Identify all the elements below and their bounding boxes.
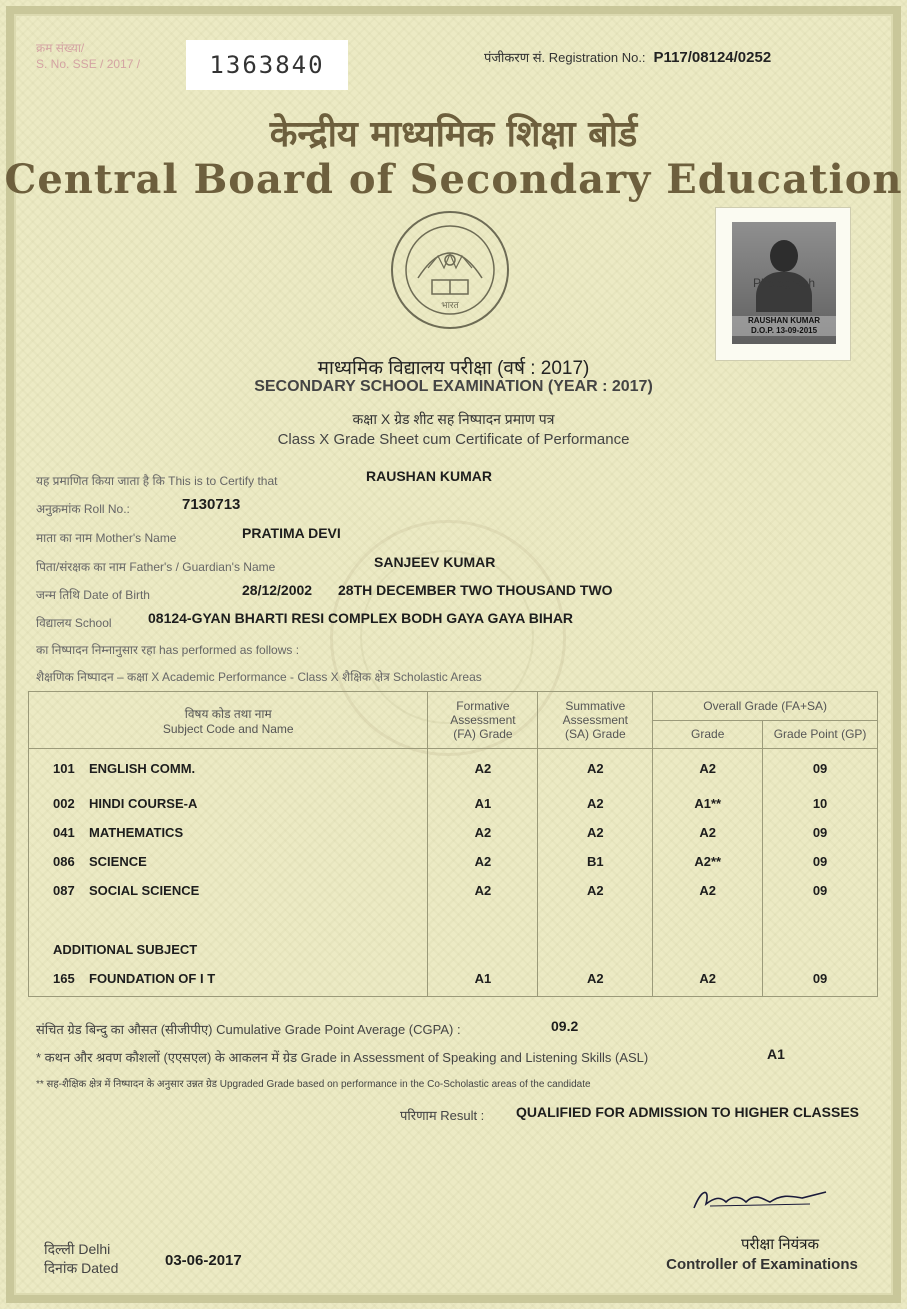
gp-cell: 09 bbox=[763, 876, 878, 905]
subject-cell bbox=[29, 789, 428, 818]
registration-label: पंजीकरण सं. Registration No.: bbox=[484, 50, 646, 65]
grade-cell: A2 bbox=[653, 876, 763, 905]
subject-name: ENGLISH COMM. bbox=[89, 761, 196, 777]
grade-cell: A2 bbox=[653, 749, 763, 789]
serial-label-english: S. No. SSE / 2017 / bbox=[36, 57, 141, 71]
academic-label: शैक्षणिक निष्पादन – कक्षा X Academic Performance - Class X bbox=[36, 670, 339, 684]
photo-caption bbox=[732, 316, 836, 336]
sa-cell: A2 bbox=[538, 749, 653, 789]
gp-cell: 09 bbox=[763, 818, 878, 847]
cgpa-value: 09.2 bbox=[551, 1018, 579, 1034]
subject-cell bbox=[29, 818, 428, 847]
subject-cell bbox=[29, 961, 428, 997]
serial-label-hindi: क्रम संख्या/ bbox=[36, 41, 85, 55]
fa-header-line1: Formative bbox=[456, 699, 510, 713]
roll-number: 7130713 bbox=[182, 496, 241, 513]
spacer-row bbox=[29, 905, 878, 939]
table-header-row bbox=[29, 692, 878, 721]
subject-code: 165 bbox=[53, 970, 75, 986]
subject-header-hindi: विषय कोड तथा नाम bbox=[184, 706, 272, 721]
father-label: पिता/संरक्षक का नाम Father's / Guardian's Name bbox=[36, 560, 276, 574]
gp-cell: 09 bbox=[763, 961, 878, 997]
sa-header-line2: Assessment bbox=[562, 713, 628, 727]
subject-name: SOCIAL SCIENCE bbox=[89, 882, 200, 898]
board-title-english: Central Board of Secondary Education bbox=[4, 156, 903, 203]
serial-number: 1363840 bbox=[186, 40, 348, 90]
cgpa-label: संचित ग्रेड बिन्दु का औसत (सीजीपीए) Cumulative Grade Point Average (CGPA) : bbox=[36, 1022, 461, 1037]
fa-header-line3: (FA) Grade bbox=[453, 727, 513, 741]
subject-cell bbox=[29, 876, 428, 905]
subject-code: 041 bbox=[53, 824, 75, 840]
spacer-cell bbox=[653, 939, 763, 961]
subject-cell bbox=[29, 749, 428, 789]
spacer-cell bbox=[653, 905, 763, 939]
photo-head bbox=[770, 240, 798, 272]
photo-label: Photograph bbox=[752, 276, 816, 290]
sa-cell: A2 bbox=[538, 876, 653, 905]
fa-cell: A2 bbox=[428, 749, 538, 789]
subject-name: MATHEMATICS bbox=[89, 824, 184, 840]
additional-subject-row bbox=[29, 939, 878, 961]
asl-label: * कथन और श्रवण कौशलों (एएसएल) के आकलन में ग्रेड Grade in Assessment of Speaking and Listening Skills (ASL) bbox=[36, 1050, 649, 1065]
spacer-cell bbox=[538, 939, 653, 961]
exam-title-hindi: माध्यमिक विद्यालय परीक्षा (वर्ष : 2017) bbox=[317, 358, 590, 379]
mother-label: माता का नाम Mother's Name bbox=[36, 531, 177, 545]
subject-header-english: Subject Code and Name bbox=[162, 721, 294, 736]
fa-cell: A1 bbox=[428, 961, 538, 997]
performed-label: का निष्पादन निम्नानुसार रहा has performed as follows : bbox=[36, 643, 300, 657]
exam-title-english: SECONDARY SCHOOL EXAMINATION (YEAR : 2017) bbox=[254, 378, 653, 395]
dob-words: 28TH DECEMBER TWO THOUSAND TWO bbox=[338, 582, 613, 598]
subject-name: HINDI COURSE-A bbox=[89, 795, 198, 811]
sa-header bbox=[538, 692, 653, 749]
table-row bbox=[29, 789, 878, 818]
subject-code: 086 bbox=[53, 853, 75, 869]
dob-value: 28/12/2002 bbox=[242, 582, 313, 598]
table-row bbox=[29, 749, 878, 789]
roll-label: अनुक्रमांक Roll No.: bbox=[36, 502, 130, 516]
subject-cell bbox=[29, 847, 428, 876]
spacer-cell bbox=[763, 939, 878, 961]
subject-header bbox=[29, 692, 428, 749]
result-value: QUALIFIED FOR ADMISSION TO HIGHER CLASSES bbox=[516, 1104, 860, 1120]
dob-label: जन्म तिथि Date of Birth bbox=[36, 588, 150, 602]
subject-code: 087 bbox=[53, 882, 75, 898]
photo-name: RAUSHAN KUMAR bbox=[748, 316, 820, 325]
grade-cell: A1** bbox=[653, 789, 763, 818]
mother-name: PRATIMA DEVI bbox=[242, 525, 341, 541]
controller-english: Controller of Examinations bbox=[666, 1256, 858, 1273]
photo-dop: D.O.P. 13-09-2015 bbox=[750, 326, 818, 335]
spacer-cell bbox=[428, 905, 538, 939]
sa-cell: A2 bbox=[538, 818, 653, 847]
fa-cell: A2 bbox=[428, 876, 538, 905]
certify-label: यह प्रमाणित किया जाता है कि This is to Certify that bbox=[36, 474, 278, 488]
serial-label bbox=[36, 40, 140, 72]
controller-hindi: परीक्षा नियंत्रक bbox=[740, 1236, 820, 1253]
additional-subject-label: ADDITIONAL SUBJECT bbox=[29, 939, 428, 961]
table-row bbox=[29, 818, 878, 847]
doc-title-hindi: कक्षा X ग्रेड शीट सह निष्पादन प्रमाण पत्र bbox=[352, 411, 555, 427]
father-name: SANJEEV KUMAR bbox=[374, 554, 496, 570]
issue-date: 03-06-2017 bbox=[165, 1252, 242, 1269]
subject-name: SCIENCE bbox=[89, 853, 147, 869]
spacer-cell bbox=[428, 939, 538, 961]
grades-body bbox=[29, 749, 878, 997]
seal-bottom-text: भारत bbox=[441, 301, 459, 311]
subject-name: FOUNDATION OF I T bbox=[89, 970, 216, 986]
table-row bbox=[29, 961, 878, 997]
grade-cell: A2 bbox=[653, 961, 763, 997]
student-name: RAUSHAN KUMAR bbox=[366, 468, 492, 484]
grades-table bbox=[28, 691, 878, 997]
sa-cell: A2 bbox=[538, 789, 653, 818]
fa-header bbox=[428, 692, 538, 749]
sa-cell: B1 bbox=[538, 847, 653, 876]
dated-label: दिनांक Dated bbox=[44, 1260, 119, 1276]
sa-header-line1: Summative bbox=[565, 699, 626, 713]
school-label: विद्यालय School bbox=[36, 616, 112, 630]
photo-frame bbox=[716, 208, 850, 360]
signature bbox=[690, 1184, 830, 1214]
student-photo bbox=[732, 222, 836, 344]
table-row bbox=[29, 847, 878, 876]
school-name: 08124-GYAN BHARTI RESI COMPLEX BODH GAYA GAYA BIHAR bbox=[148, 610, 574, 626]
fa-cell: A2 bbox=[428, 847, 538, 876]
subject-code: 101 bbox=[53, 761, 75, 777]
spacer-cell bbox=[538, 905, 653, 939]
fa-cell: A1 bbox=[428, 789, 538, 818]
place-label: दिल्ली Delhi bbox=[44, 1241, 111, 1257]
table-row bbox=[29, 876, 878, 905]
gp-cell: 10 bbox=[763, 789, 878, 818]
grade-header: Grade bbox=[653, 720, 763, 749]
spacer-cell bbox=[29, 905, 428, 939]
asl-value: A1 bbox=[767, 1046, 785, 1062]
gp-cell: 09 bbox=[763, 749, 878, 789]
sa-cell: A2 bbox=[538, 961, 653, 997]
board-title-hindi: केन्द्रीय माध्यमिक शिक्षा बोर्ड bbox=[269, 114, 638, 155]
gp-header: Grade Point (GP) bbox=[763, 720, 878, 749]
academic-heading bbox=[36, 668, 482, 685]
spacer-cell bbox=[763, 905, 878, 939]
registration bbox=[484, 48, 771, 66]
grade-cell: A2** bbox=[653, 847, 763, 876]
registration-number: P117/08124/0252 bbox=[653, 49, 772, 66]
fa-cell: A2 bbox=[428, 818, 538, 847]
overall-header: Overall Grade (FA+SA) bbox=[653, 692, 878, 721]
scholastic-label: शैक्षिक क्षेत्र Scholastic Areas bbox=[342, 670, 482, 684]
doc-title-english: Class X Grade Sheet cum Certificate of Performance bbox=[277, 431, 630, 448]
grade-cell: A2 bbox=[653, 818, 763, 847]
upgrade-note: ** सह-शैक्षिक क्षेत्र में निष्पादन के अनुसार उन्नत ग्रेड Upgraded Grade based on performance in the Co-Scholastic areas of the candidate bbox=[36, 1079, 591, 1090]
result-label: परिणाम Result : bbox=[400, 1108, 485, 1123]
gp-cell: 09 bbox=[763, 847, 878, 876]
fa-header-line2: Assessment bbox=[450, 713, 516, 727]
cbse-emblem-icon bbox=[388, 208, 512, 332]
subject-code: 002 bbox=[53, 795, 75, 811]
sa-header-line3: (SA) Grade bbox=[564, 727, 626, 741]
